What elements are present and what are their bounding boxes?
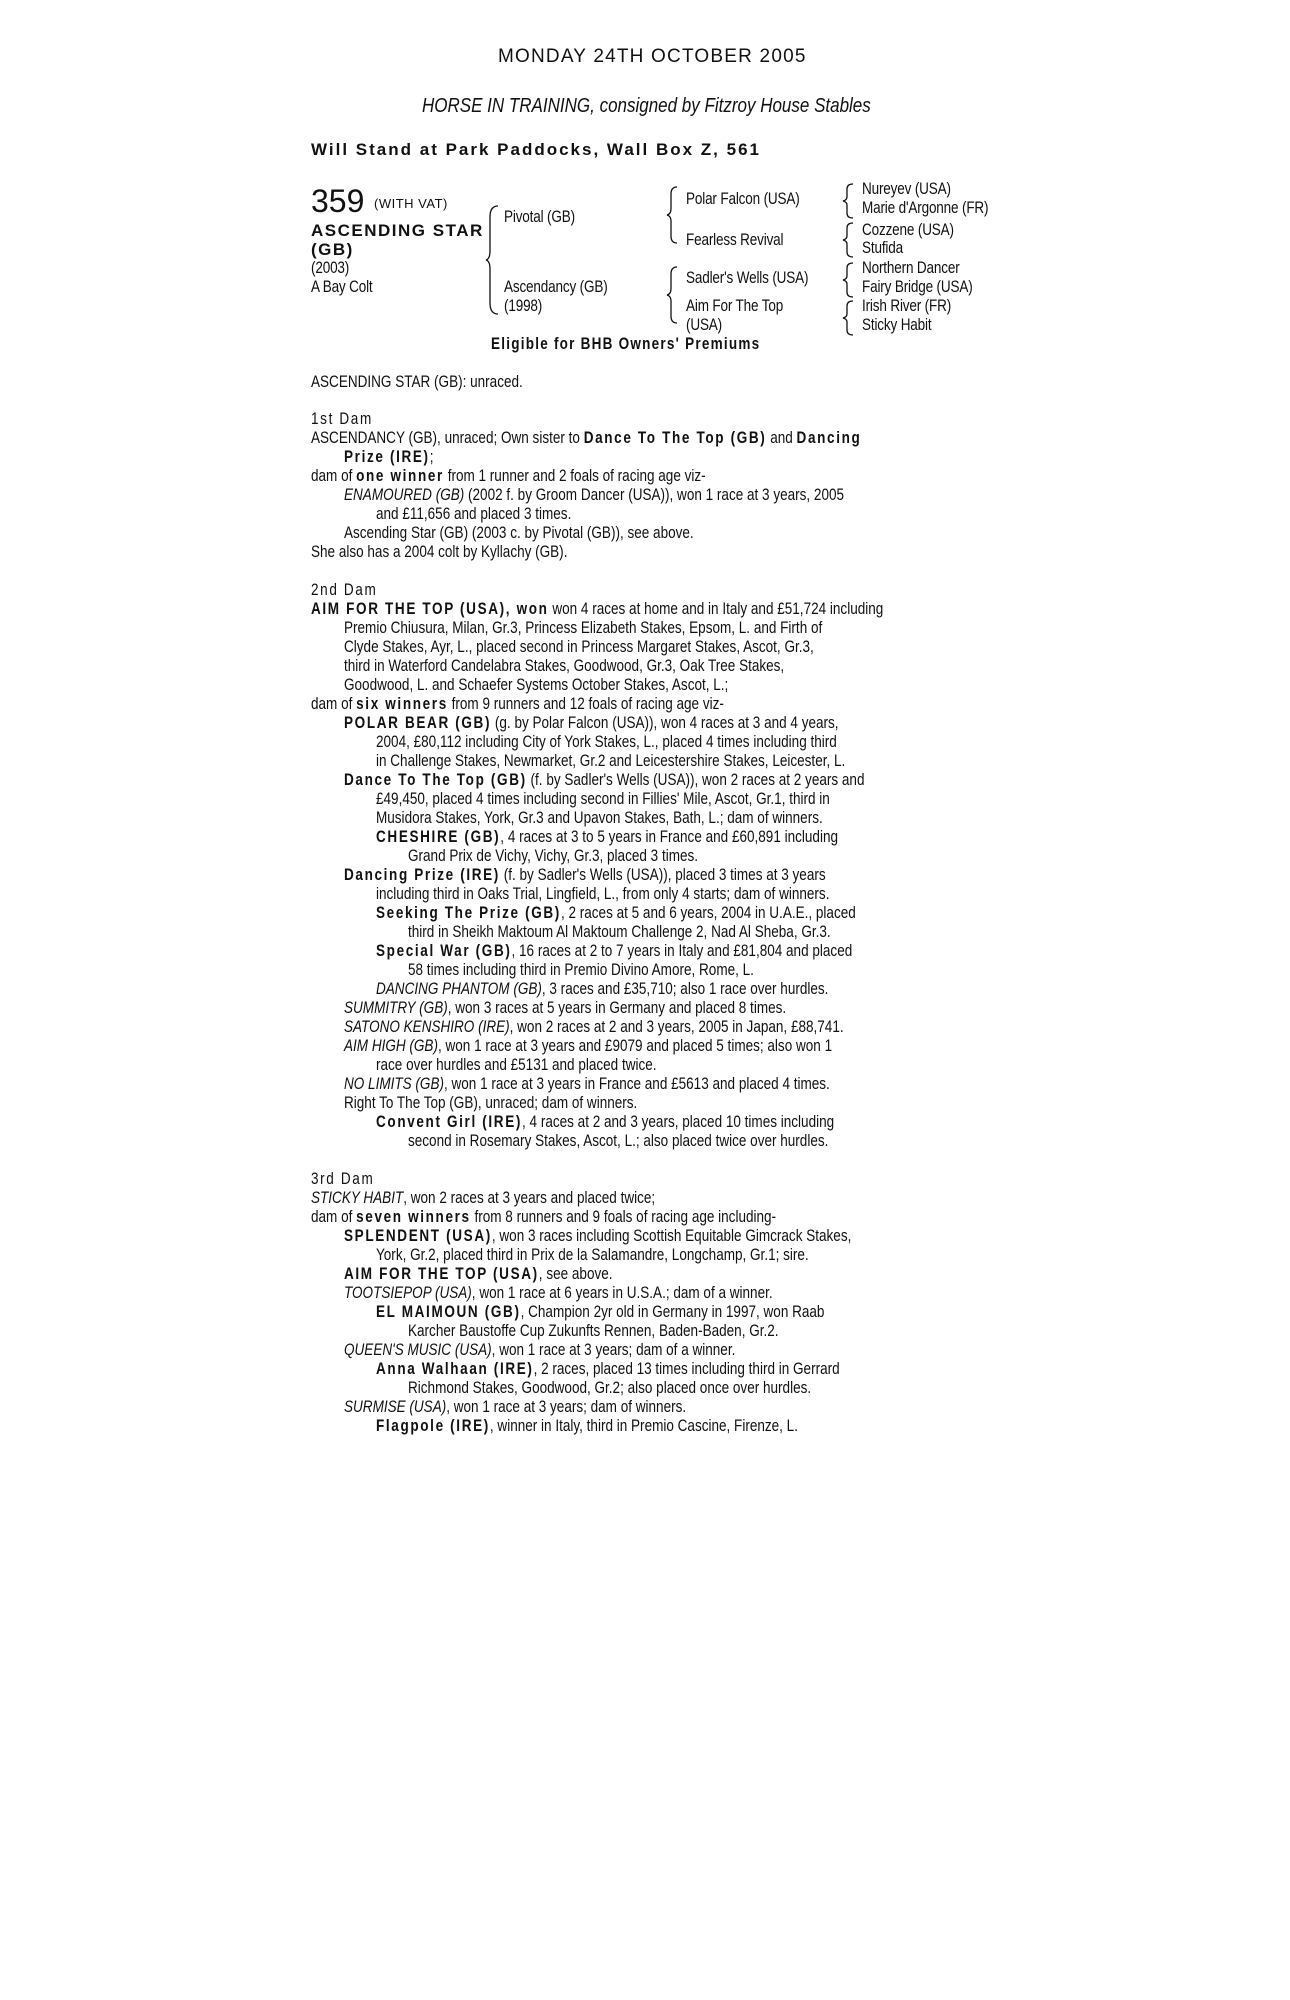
first-dam-heading: 1st Dam	[311, 410, 373, 428]
second-dam-line: Goodwood, L. and Schaefer Systems October Stakes, Ascot, L.;	[344, 676, 729, 694]
pedigree-sdd: Stufida	[862, 239, 903, 257]
pedigree-dss: Northern Dancer	[862, 259, 960, 277]
lot-number: 359	[311, 183, 365, 219]
eligibility-note: Eligible for BHB Owners' Premiums	[491, 335, 761, 353]
produce-entry-cont: including third in Oaks Trial, Lingfield, L., from only 4 starts; dam of winners.	[376, 885, 830, 903]
second-dam-line: AIM FOR THE TOP (USA), won won 4 races at home and in Italy and £51,724 including	[311, 600, 884, 618]
pedigree-brace-main	[486, 205, 500, 315]
pedigree-dam-dam-country: (USA)	[686, 316, 723, 334]
foaling-year: (2003)	[311, 259, 350, 277]
first-dam-line: Prize (IRE);	[344, 448, 434, 466]
horse-description: A Bay Colt	[311, 278, 373, 296]
pedigree-dsd: Fairy Bridge (USA)	[862, 278, 973, 296]
stand-location: Will Stand at Park Paddocks, Wall Box Z, 561	[311, 140, 761, 159]
produce-entry-cont: £49,450, placed 4 times including second in Fillies' Mile, Ascot, Gr.1, third in	[376, 790, 830, 808]
second-dam-line: Clyde Stakes, Ayr, L., placed second in Princess Margaret Stakes, Ascot, Gr.3,	[344, 638, 814, 656]
pedigree-sire-dam: Fearless Revival	[686, 231, 784, 249]
second-dam-line: third in Waterford Candelabra Stakes, Goodwood, Gr.3, Oak Tree Stakes,	[344, 657, 785, 675]
produce-entry-cont: Karcher Baustoffe Cup Zukunfts Rennen, Baden-Baden, Gr.2.	[408, 1322, 779, 1340]
produce-entry-cont: Grand Prix de Vichy, Vichy, Gr.3, placed 3 times.	[408, 847, 699, 865]
produce-entry: Seeking The Prize (GB), 2 races at 5 and 6 years, 2004 in U.A.E., placed	[376, 904, 856, 922]
pedigree-dam: Ascendancy (GB)	[504, 278, 608, 296]
horse-name: ASCENDING STAR	[311, 221, 484, 240]
pedigree-dam-sire: Sadler's Wells (USA)	[686, 269, 809, 287]
produce-entry: Right To The Top (GB), unraced; dam of winners.	[344, 1094, 638, 1112]
produce-entry: Convent Girl (IRE), 4 races at 2 and 3 years, placed 10 times including	[376, 1113, 835, 1131]
pedigree-brace-ds	[843, 262, 855, 298]
produce-entry: Dance To The Top (GB) (f. by Sadler's Wells (USA)), won 2 races at 2 years and	[344, 771, 865, 789]
produce-entry-cont: second in Rosemary Stakes, Ascot, L.; also placed twice over hurdles.	[408, 1132, 829, 1150]
pedigree-dds: Irish River (FR)	[862, 297, 952, 315]
produce-entry-cont: third in Sheikh Maktoum Al Maktoum Challenge 2, Nad Al Sheba, Gr.3.	[408, 923, 831, 941]
pedigree-brace-ss	[843, 183, 855, 219]
pedigree-brace-sd	[843, 222, 855, 258]
third-dam-line: STICKY HABIT, won 2 races at 3 years and placed twice;	[311, 1189, 656, 1207]
produce-entry: DANCING PHANTOM (GB), 3 races and £35,710; also 1 race over hurdles.	[376, 980, 829, 998]
horse-country: (GB)	[311, 240, 354, 259]
pedigree-brace-dam	[667, 266, 679, 324]
pedigree-sds: Cozzene (USA)	[862, 221, 954, 239]
first-dam-note: She also has a 2004 colt by Kyllachy (GB).	[311, 543, 568, 561]
produce-entry: SPLENDENT (USA), won 3 races including Scottish Equitable Gimcrack Stakes,	[344, 1227, 852, 1245]
pedigree-sire-sire: Polar Falcon (USA)	[686, 190, 800, 208]
produce-entry-cont: in Challenge Stakes, Newmarket, Gr.2 and Leicestershire Stakes, Leicester, L.	[376, 752, 846, 770]
produce-entry-cont: race over hurdles and £5131 and placed twice.	[376, 1056, 657, 1074]
sale-date: MONDAY 24TH OCTOBER 2005	[498, 46, 807, 67]
produce-entry-cont: York, Gr.2, placed third in Prix de la Salamandre, Longchamp, Gr.1; sire.	[376, 1246, 809, 1264]
produce-entry: SUMMITRY (GB), won 3 races at 5 years in Germany and placed 8 times.	[344, 999, 787, 1017]
second-dam-heading: 2nd Dam	[311, 581, 378, 599]
second-dam-produce-line: dam of six winners from 9 runners and 12 foals of racing age viz-	[311, 695, 724, 713]
first-dam-line: ASCENDANCY (GB), unraced; Own sister to Dance To The Top (GB) and Dancing	[311, 429, 862, 447]
produce-entry: TOOTSIEPOP (USA), won 1 race at 6 years in U.S.A.; dam of a winner.	[344, 1284, 773, 1302]
third-dam-produce-line: dam of seven winners from 8 runners and 9 foals of racing age including-	[311, 1208, 777, 1226]
produce-entry-cont: Richmond Stakes, Goodwood, Gr.2; also placed once over hurdles.	[408, 1379, 812, 1397]
produce-entry: Flagpole (IRE), winner in Italy, third in Premio Cascine, Firenze, L.	[376, 1417, 798, 1435]
race-summary: ASCENDING STAR (GB): unraced.	[311, 373, 523, 391]
produce-entry: EL MAIMOUN (GB), Champion 2yr old in Germany in 1997, won Raab	[376, 1303, 825, 1321]
produce-entry: CHESHIRE (GB), 4 races at 3 to 5 years in France and £60,891 including	[376, 828, 839, 846]
produce-entry-cont: and £11,656 and placed 3 times.	[376, 505, 572, 523]
pedigree-sire: Pivotal (GB)	[504, 208, 575, 226]
pedigree-ddd: Sticky Habit	[862, 316, 932, 334]
produce-entry-cont: 58 times including third in Premio Divino Amore, Rome, L.	[408, 961, 754, 979]
vat-note: (WITH VAT)	[374, 196, 448, 211]
produce-entry: NO LIMITS (GB), won 1 race at 3 years in France and £5613 and placed 4 times.	[344, 1075, 830, 1093]
produce-entry-cont: Musidora Stakes, York, Gr.3 and Upavon Stakes, Bath, L.; dam of winners.	[376, 809, 823, 827]
third-dam-heading: 3rd Dam	[311, 1170, 375, 1188]
produce-entry: POLAR BEAR (GB) (g. by Polar Falcon (USA)), won 4 races at 3 and 4 years,	[344, 714, 839, 732]
pedigree-dam-year: (1998)	[504, 297, 543, 315]
produce-entry: QUEEN'S MUSIC (USA), won 1 race at 3 years; dam of a winner.	[344, 1341, 736, 1359]
pedigree-brace-dd	[843, 300, 855, 336]
pedigree-sss: Nureyev (USA)	[862, 180, 951, 198]
consignment-line: HORSE IN TRAINING, consigned by Fitzroy House Stables	[422, 95, 871, 117]
pedigree-dam-dam: Aim For The Top	[686, 297, 784, 315]
produce-entry-cont: 2004, £80,112 including City of York Stakes, L., placed 4 times including third	[376, 733, 837, 751]
produce-entry: Special War (GB), 16 races at 2 to 7 years in Italy and £81,804 and placed	[376, 942, 853, 960]
produce-entry: Anna Walhaan (IRE), 2 races, placed 13 times including third in Gerrard	[376, 1360, 840, 1378]
produce-entry: Ascending Star (GB) (2003 c. by Pivotal (GB)), see above.	[344, 524, 694, 542]
produce-entry: SURMISE (USA), won 1 race at 3 years; dam of winners.	[344, 1398, 687, 1416]
produce-entry: ENAMOURED (GB) (2002 f. by Groom Dancer (USA)), won 1 race at 3 years, 2005	[344, 486, 845, 504]
produce-entry: SATONO KENSHIRO (IRE), won 2 races at 2 and 3 years, 2005 in Japan, £88,741.	[344, 1018, 844, 1036]
pedigree-ssd: Marie d'Argonne (FR)	[862, 199, 989, 217]
produce-entry: Dancing Prize (IRE) (f. by Sadler's Wells (USA)), placed 3 times at 3 years	[344, 866, 826, 884]
pedigree-brace-sire	[667, 186, 679, 244]
first-dam-produce-line: dam of one winner from 1 runner and 2 foals of racing age viz-	[311, 467, 706, 485]
produce-entry: AIM FOR THE TOP (USA), see above.	[344, 1265, 613, 1283]
second-dam-line: Premio Chiusura, Milan, Gr.3, Princess Elizabeth Stakes, Epsom, L. and Firth of	[344, 619, 823, 637]
produce-entry: AIM HIGH (GB), won 1 race at 3 years and £9079 and placed 5 times; also won 1	[344, 1037, 833, 1055]
